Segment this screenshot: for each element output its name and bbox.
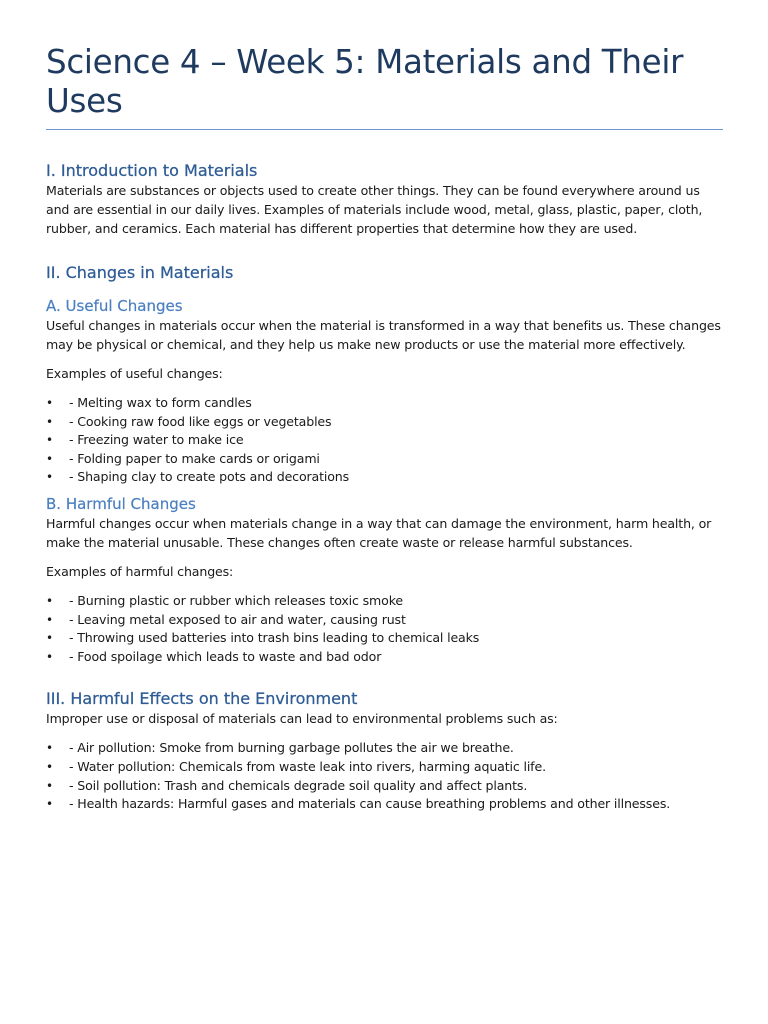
list-item: • - Cooking raw food like eggs or vegetables bbox=[46, 413, 722, 432]
harmful-changes-paragraph: Harmful changes occur when materials change in a way that can damage the environment, harm health, or make the material unusable. These changes often create waste or release harmful substances. bbox=[46, 515, 712, 550]
list-item: • - Water pollution: Chemicals from waste leak into rivers, harming aquatic life. bbox=[46, 758, 722, 777]
subsection-heading-useful-changes: A. Useful Changes bbox=[46, 297, 183, 315]
list-item: • - Burning plastic or rubber which releases toxic smoke bbox=[46, 592, 722, 611]
list-item: • - Soil pollution: Trash and chemicals degrade soil quality and affect plants. bbox=[46, 777, 722, 796]
list-item: • - Melting wax to form candles bbox=[46, 394, 722, 413]
environment-effects-list bbox=[46, 739, 722, 813]
list-item: • - Health hazards: Harmful gases and materials can cause breathing problems and other illnesses. bbox=[46, 795, 722, 814]
useful-changes-paragraph: Useful changes in materials occur when the material is transformed in a way that benefits us. These changes may be physical or chemical, and they help us make new products or use the material more effectively. bbox=[46, 318, 721, 352]
list-item: • - Folding paper to make cards or origami bbox=[46, 450, 722, 469]
section-heading-environment: III. Harmful Effects on the Environment bbox=[46, 689, 358, 709]
section-heading-introduction: I. Introduction to Materials bbox=[46, 161, 258, 180]
subsection-heading-harmful-changes: B. Harmful Changes bbox=[46, 494, 196, 513]
useful-changes-list bbox=[46, 394, 722, 487]
list-item: • - Food spoilage which leads to waste and bad odor bbox=[46, 648, 722, 667]
document-title: Science 4 – Week 5: Materials and Their Uses bbox=[46, 43, 684, 120]
list-item: • - Freezing water to make ice bbox=[46, 431, 722, 450]
harmful-changes-list bbox=[46, 592, 722, 666]
list-item: • - Shaping clay to create pots and decorations bbox=[46, 468, 722, 487]
list-item: • - Throwing used batteries into trash bins leading to chemical leaks bbox=[46, 629, 722, 648]
title-divider bbox=[46, 129, 723, 130]
environment-paragraph: Improper use or disposal of materials can lead to environmental problems such as: bbox=[46, 711, 558, 727]
list-item: • - Air pollution: Smoke from burning garbage pollutes the air we breathe. bbox=[46, 739, 722, 758]
harmful-examples-label: Examples of harmful changes: bbox=[46, 563, 234, 579]
list-item: • - Leaving metal exposed to air and water, causing rust bbox=[46, 611, 722, 630]
section-heading-changes: II. Changes in Materials bbox=[46, 263, 234, 282]
introduction-paragraph: Materials are substances or objects used to create other things. They can be found everywhere around us and are essential in our daily lives. Examples of materials include wood, metal, glass, plastic, paper, cloth, rubber, and ceramics. Each material has different properties that determine how they are used. bbox=[46, 183, 703, 236]
useful-examples-label: Examples of useful changes: bbox=[46, 366, 223, 381]
